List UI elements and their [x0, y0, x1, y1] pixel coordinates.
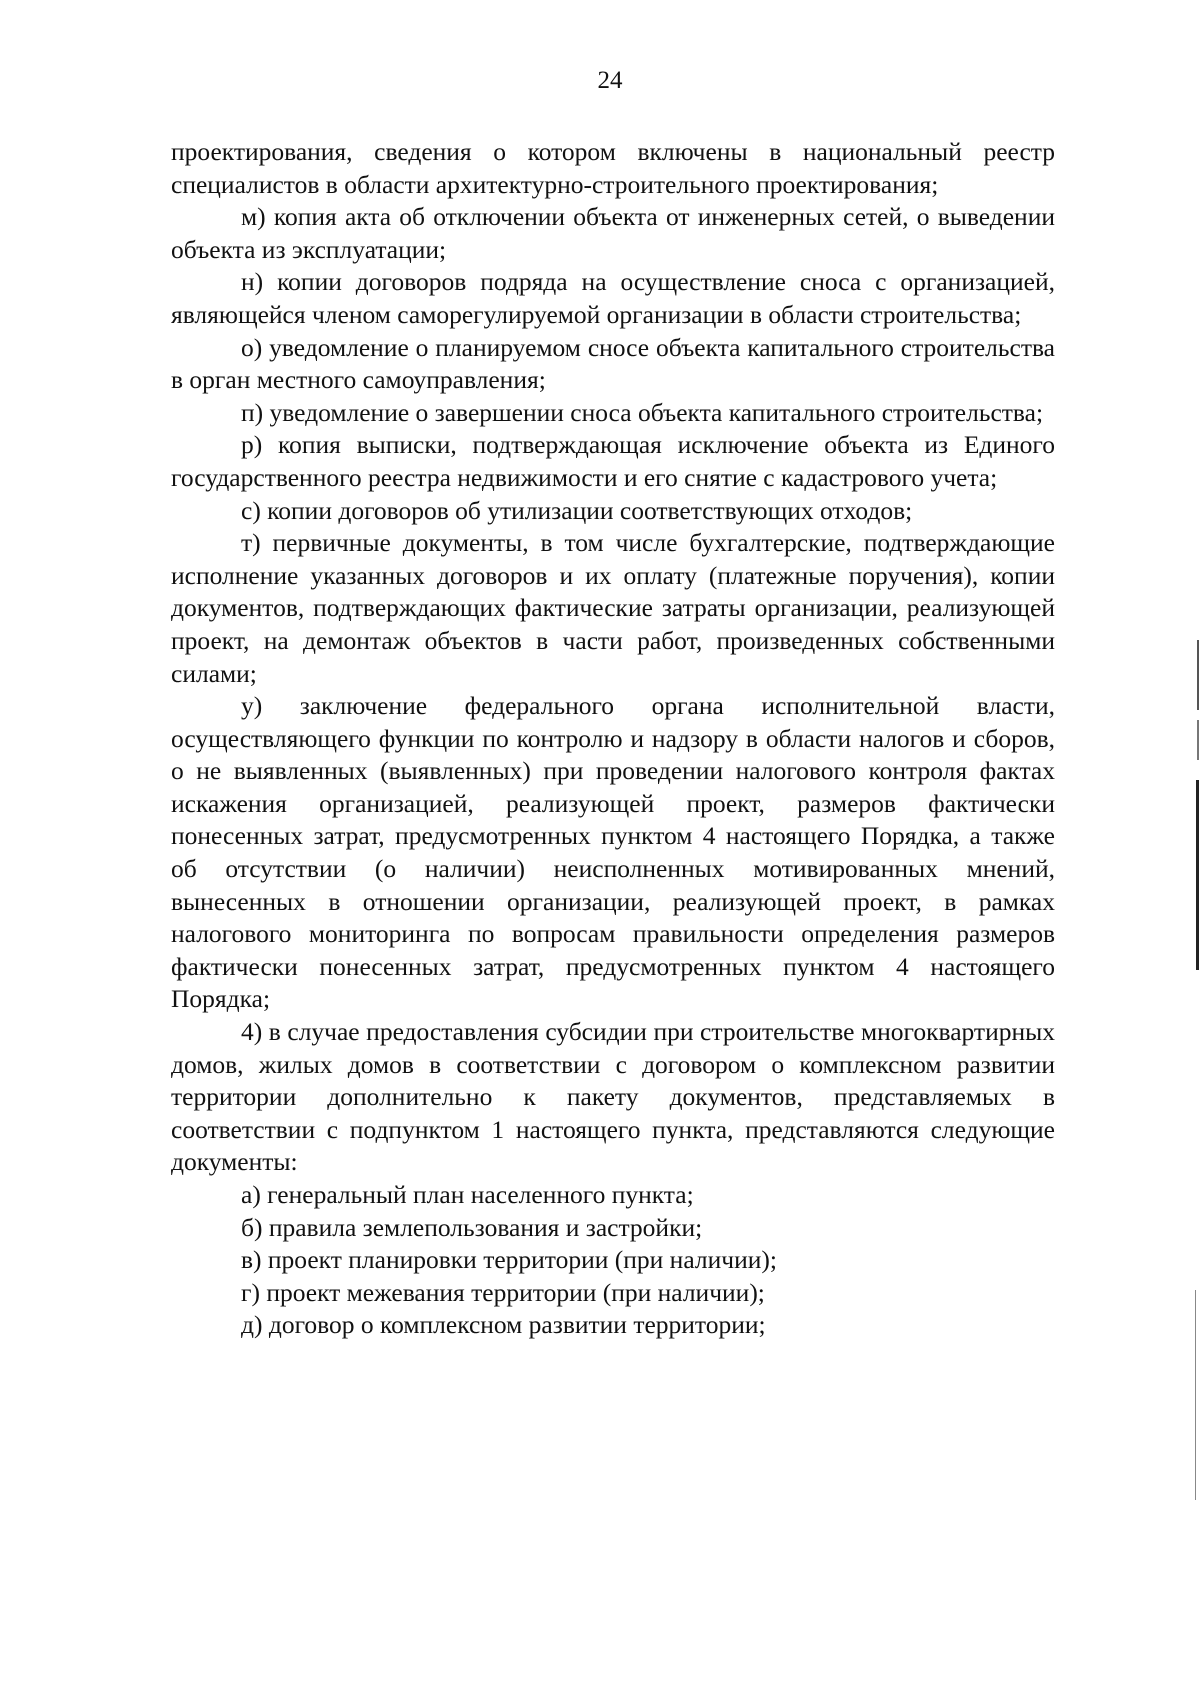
list-item: г) проект межевания территории (при наличии);: [241, 1277, 765, 1307]
paragraph: о) уведомление о планируемом сносе объекта капитального строительства в орган местного самоуправления;: [171, 332, 1055, 395]
paragraph: н) копии договоров подряда на осуществление сноса с организацией, являющейся членом саморегулируемой организации в области строительства;: [171, 267, 1055, 329]
paragraph: у) заключение федерального органа исполнительной власти, осуществляющего функции по контролю и надзору в области налогов и сборов, о не выявленных (выявленных) при проведении налогового контроля фактах искажения организацией, реализующей проект, размеров фактически понесенных затрат, предусмотренных пунктом 4 настоящего Порядка, а также об отсутствии (о наличии) неисполненных мотивированных мнений, вынесенных в отношении организации, реализующей проект, в рамках налогового мониторинга по вопросам правильности определения размеров фактически понесенных затрат, предусмотренных пунктом 4 настоящего Порядка;: [171, 691, 1055, 1014]
list-item: в) проект планировки территории (при наличии);: [241, 1245, 777, 1275]
list-item: б) правила землепользования и застройки;: [241, 1212, 703, 1242]
scan-edge-mark: [1197, 640, 1199, 710]
paragraph: м) копия акта об отключении объекта от инженерных сетей, о выведении объекта из эксплуатации;: [171, 202, 1055, 264]
paragraph: т) первичные документы, в том числе бухгалтерские, подтверждающие исполнение указанных договоров и их оплату (платежные поручения), копии документов, подтверждающих фактические затраты организации, реализующей проект, на демонтаж объектов в части работ, произведенных собственными силами;: [171, 528, 1055, 688]
list-item: д) договор о комплексном развитии территории;: [241, 1310, 766, 1340]
scan-edge-mark: [1195, 1290, 1196, 1500]
scan-edge-mark: [1196, 780, 1199, 970]
paragraph: 4) в случае предоставления субсидии при строительстве многоквартирных домов, жилых домов в соответствии с договором о комплексном развитии территории дополнительно к пакету документов, представляемых в соответствии с подпунктом 1 настоящего пункта, представляются следующие документы:: [171, 1017, 1055, 1177]
paragraph: с) копии договоров об утилизации соответствующих отходов;: [241, 495, 913, 525]
list-item: а) генеральный план населенного пункта;: [241, 1180, 694, 1209]
document-body: [171, 136, 1055, 1342]
page-number: 24: [597, 67, 623, 94]
paragraph: р) копия выписки, подтверждающая исключение объекта из Единого государственного реестра недвижимости и его снятие с кадастрового учета;: [171, 430, 1055, 492]
paragraph: проектирования, сведения о котором включены в национальный реестр специалистов в области архитектурно-строительного проектирования;: [171, 137, 1055, 199]
paragraph: п) уведомление о завершении сноса объекта капитального строительства;: [241, 397, 1044, 427]
scan-edge-mark: [1197, 720, 1199, 760]
